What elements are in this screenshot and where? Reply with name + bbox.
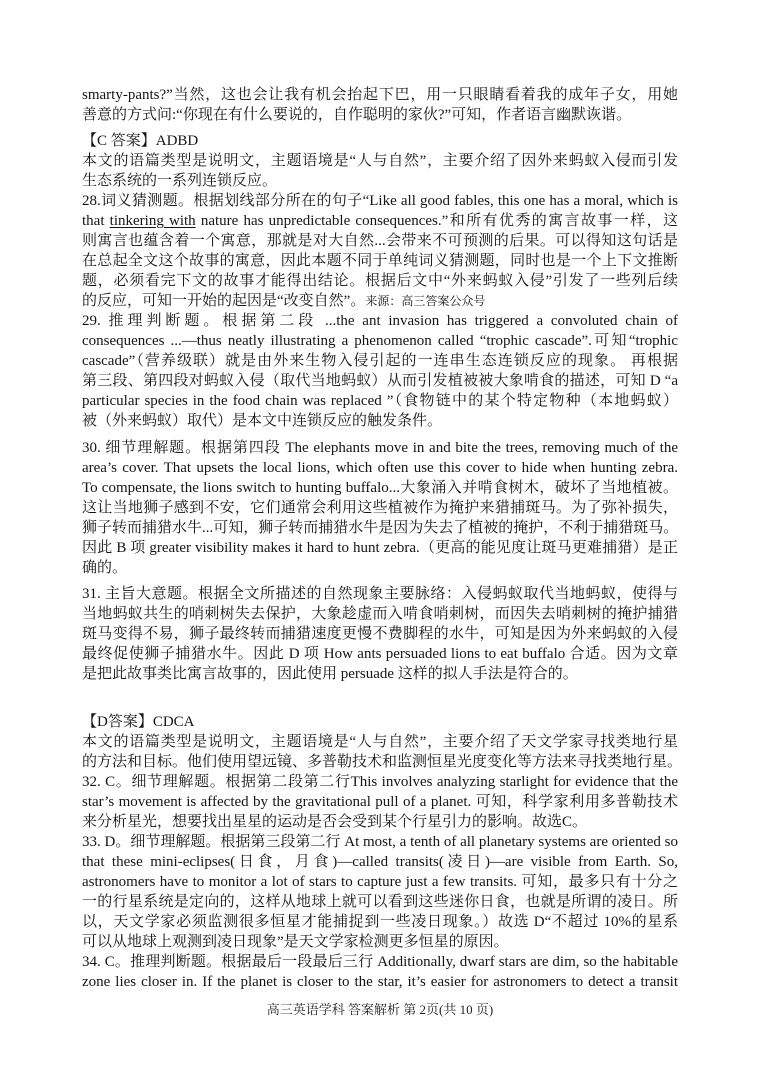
q28-line-4: 在总起全文这个故事的寓意，因此本题不同于单纯词义猜测题，同时也是一个上下文推断 [82, 253, 678, 269]
q28-line-3: 则寓言也蕴含着一个寓意，那就是对大自然...会带来不可预测的后果。可以得知这句话是 [82, 233, 678, 249]
q29-line-3: cascade”（营养级联）就是由外来生物入侵引起的一连串生态连锁反应的现象。 再根据 [82, 353, 678, 369]
q33-line-5: 以，天文学家必须监测很多恒星才能捕捉到一些凌日现象。）故选 D“不超过 10%的星系 [82, 914, 678, 930]
q28-line-2-end: nature has unpredictable consequences.”和所有优秀的寓言故事一样，这 [200, 213, 679, 229]
q31-line-3: 斑马变得不易，狮子最终转而捕猎速度更慢不费脚程的水牛，可知是因为外来蚂蚁的入侵 [82, 626, 678, 642]
underlined-phrase: tinkering with [109, 213, 196, 229]
q28-line-2 [82, 211, 678, 231]
q32-line-2: star’s movement is affected by the gravitational pull of a planet. 可知，科学家利用多普勒技术 [82, 794, 678, 810]
q33-line-1: 33. D。细节理解题。根据第三段第二行 At most, a tenth of all planetary systems are oriented so [82, 834, 678, 850]
page-footer: 高三英语学科 答案解析 第 2页(共 10 页) [266, 1002, 494, 1017]
q30-line-3: To compensate, the lions switch to hunting buffalo...大象涌入并啃食树木，破坏了当地植被。 [82, 480, 678, 496]
q31-line-4: 最终促使狮子捕猎水牛。因此 D 项 How ants persuaded lions to eat buffalo 合适。因为文章 [82, 646, 678, 662]
q28-line-6 [82, 291, 678, 311]
q31-line-2: 当地蚂蚁共生的哨刺树失去保护，大象趁虚而入啃食哨刺树，而因失去哨刺树的掩护捕猎 [82, 606, 678, 622]
q32-line-3: 来分析星光，想要找出星星的运动是否会受到某个行星引力的影响。故选C。 [82, 814, 588, 830]
q29-line-5: particular species in the food chain was replaced ”（食物链中的某个特定物种（本地蚂蚁） [82, 393, 678, 409]
q29-line-6: 被（外来蚂蚁）取代）是本文中连锁反应的触发条件。 [82, 413, 443, 429]
previous-answer-line-2: 善意的方式问:“你现在有什么要说的，自作聪明的家伙?”可知，作者语言幽默诙谐。 [82, 107, 632, 123]
q34-line-2: zone lies closer in. If the planet is closer to the star, it’s easier for astronomers to detect a transit [82, 974, 678, 990]
q31-line-5: 是把此故事类比寓言故事的，因此使用 persuade 这样的拟人手法是符合的。 [82, 666, 578, 682]
q30-line-1: 30. 细节理解题。根据第四段 The elephants move in and bite the trees, removing much of the [82, 440, 678, 456]
q30-line-7: 确的。 [82, 560, 128, 576]
q28-line-1: 28.词义猜测题。根据划线部分所在的句子“Like all good fables, this one has a moral, which is [82, 193, 678, 209]
q29-line-2: consequences ...—thus neatly illustrating a phenomenon called “trophic cascade”.可知“trophic [82, 333, 678, 349]
q29-line-4: 第三段、第四段对蚂蚁入侵（取代当地蚂蚁）从而引发植被被大象啃食的描述，可知 D “a [82, 373, 678, 389]
section-c-intro-line-1: 本文的语篇类型是说明文，主题语境是“人与自然”，主要介绍了因外来蚂蚁入侵而引发 [82, 153, 678, 169]
previous-answer-paragraph [82, 85, 678, 125]
q28-line-2-start: that [82, 213, 105, 229]
section-d-intro-line-2: 的方法和目标。他们使用望远镜、多普勒技术和监测恒星光度变化等方法来寻找类地行星。 [82, 754, 683, 770]
q29-line-1: 29. 推理判断题。根据第二段 ...the ant invasion has triggered a convoluted chain of [82, 313, 678, 329]
q33-explanation [82, 832, 678, 952]
section-d-intro-line-1: 本文的语篇类型是说明文，主题语境是“人与自然”，主要介绍了天文学家寻找类地行星 [82, 734, 678, 750]
q33-line-3: astronomers have to monitor a lot of stars to capture just a few transits. 可知，最多只有十分之 [82, 874, 678, 890]
q32-line-1: 32. C。细节理解题。根据第二段第二行This involves analyzing starlight for evidence that the [82, 774, 678, 790]
q28-explanation [82, 191, 678, 311]
q32-explanation [82, 772, 678, 832]
q34-explanation [82, 952, 678, 992]
section-c-intro-line-2: 生态系统的一系列连锁反应。 [82, 173, 278, 189]
q29-explanation [82, 311, 678, 431]
source-note: 来源：高三答案公众号 [365, 294, 486, 308]
answer-key-page [82, 85, 683, 992]
q31-explanation [82, 584, 678, 684]
previous-answer-line-1: smarty-pants?”当然，这也会让我有机会抬起下巴，用一只眼睛看着我的成年子女，用她 [82, 87, 678, 103]
q30-line-2: area’s cover. That upsets the local lions, which often use this cover to hide when hunting zebra. [82, 460, 678, 476]
q30-explanation [82, 438, 678, 578]
q33-line-2: that these mini-eclipses(日食，月食)—called transits(凌日)—are visible from Earth. So, [82, 854, 678, 870]
q30-line-5: 狮子转而捕猎水牛...可知，狮子转而捕猎水牛是因为失去了植被的掩护，不利于捕猎斑马。 [82, 520, 679, 536]
q31-line-1: 31. 主旨大意题。根据全文所描述的自然现象主要脉络：入侵蚂蚁取代当地蚂蚁，使得与 [82, 586, 678, 602]
section-d [82, 712, 683, 992]
section-c-answer-header: 【C 答案】ADBD [82, 133, 199, 149]
q33-line-4: 一的行星系统是定向的，这样从地球上就可以看到这些迷你日食，也就是所谓的凌日。所 [82, 894, 678, 910]
q30-line-6: 因此 B 项 greater visibility makes it hard to hunt zebra.（更高的能见度让斑马更难捕猎）是正 [82, 540, 678, 556]
q30-line-4: 这让当地狮子感到不安，它们通常会利用这些植被作为掩护来猎捕斑马。为了弥补损失， [82, 500, 678, 516]
q28-line-6-text: 的反应，可知一开始的起因是“改变自然”。 [82, 293, 366, 309]
q28-line-5: 题，必须看完下文的故事才能得出结论。根据后文中“外来蚂蚁入侵”引发了一些列后续 [82, 273, 678, 289]
section-c [82, 131, 678, 684]
q34-line-1: 34. C。推理判断题。根据最后一段最后三行 Additionally, dwarf stars are dim, so the habitable [82, 954, 678, 970]
q33-line-6: 可以从地球上观测到凌日现象”是天文学家检测更多恒星的原因。 [82, 934, 509, 950]
section-d-answer-header: 【D答案】CDCA [82, 714, 195, 730]
